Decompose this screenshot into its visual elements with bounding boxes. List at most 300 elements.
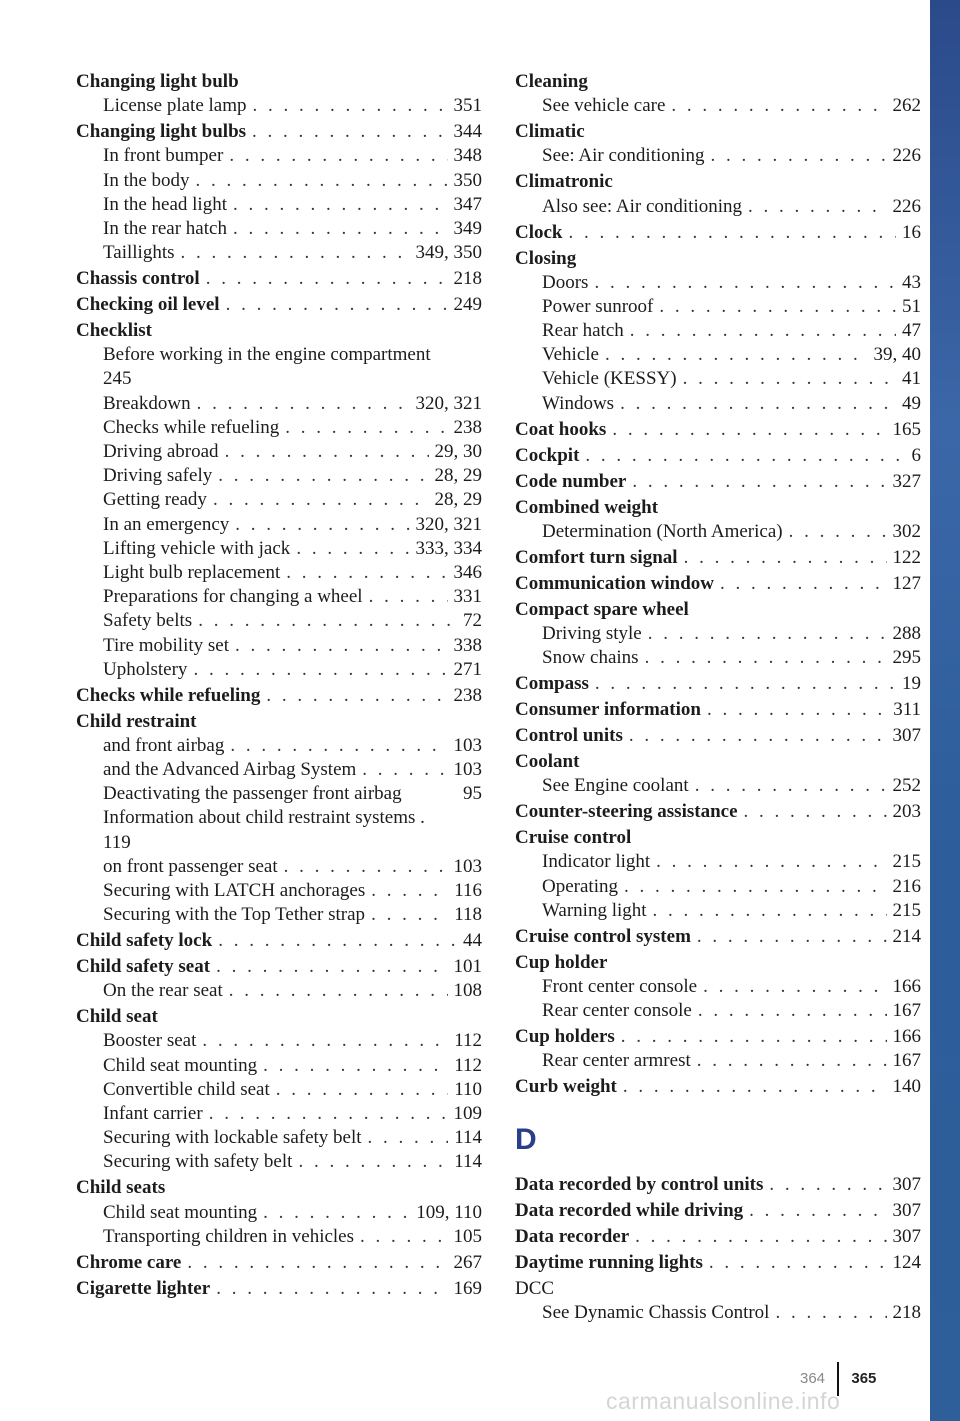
page-reference: 288: [892, 622, 921, 644]
page-reference: 103: [453, 734, 482, 756]
index-heading: [515, 1277, 921, 1301]
page-reference: 214: [892, 925, 921, 947]
leader-dots: [371, 879, 448, 903]
entry-label: Rear center armrest: [542, 1050, 691, 1072]
leader-dots: [193, 658, 447, 682]
page-reference: 127: [892, 572, 921, 594]
index-subentry: [76, 144, 482, 168]
entry-label: Preparations for changing a wheel: [103, 586, 363, 608]
index-subentry: [76, 513, 482, 537]
leader-dots: [235, 634, 448, 658]
entry-label: License plate lamp: [103, 95, 247, 117]
page-reference: 327: [892, 470, 921, 492]
page-reference: 295: [892, 647, 921, 669]
index-heading: [76, 929, 482, 953]
page-reference: 218: [453, 268, 482, 290]
index-heading: [76, 955, 482, 979]
page-reference: 218: [892, 1302, 921, 1324]
index-subentry: [76, 855, 482, 879]
page-reference: 124: [892, 1252, 921, 1274]
entry-label: In an emergency: [103, 513, 230, 535]
page-reference: 28, 29: [434, 489, 482, 511]
index-heading: [515, 1199, 921, 1223]
entry-label: Infant carrier: [103, 1103, 203, 1125]
page-reference: 252: [892, 775, 921, 797]
page-reference: 140: [892, 1076, 921, 1098]
entry-label: Data recorded by control units: [515, 1174, 764, 1196]
entry-label: See vehicle care: [542, 95, 666, 117]
page-reference: 16: [902, 221, 921, 243]
page-reference: 238: [453, 684, 482, 706]
index-subentry: [515, 622, 921, 646]
entry-label: Cup holders: [515, 1026, 615, 1048]
entry-label: Before working in the engine compartment: [103, 344, 431, 366]
entry-label: Indicator light: [542, 851, 651, 873]
page-reference: 110: [454, 1078, 482, 1100]
page-reference: 333, 334: [415, 537, 482, 559]
entry-label: Driving safely: [103, 465, 213, 487]
page-reference: 216: [892, 875, 921, 897]
leader-dots: [711, 144, 887, 168]
page-reference: 6: [911, 444, 921, 466]
entry-label: Cigarette lighter: [76, 1277, 211, 1299]
index-subentry: [76, 831, 482, 855]
page-reference: 167: [892, 1000, 921, 1022]
index-subentry: [515, 899, 921, 923]
leader-dots: [605, 343, 868, 367]
entry-label: Changing light bulb: [76, 71, 239, 92]
entry-label: 119: [103, 831, 131, 853]
entry-label: Securing with lockable safety belt: [103, 1127, 362, 1149]
index-column-right: [515, 70, 921, 1326]
page-reference: 112: [454, 1054, 482, 1076]
entry-label: Windows: [542, 392, 615, 414]
index-heading: [515, 750, 921, 774]
leader-dots: [629, 724, 887, 748]
entry-label: Cruise control: [515, 827, 632, 849]
leader-dots: [707, 698, 887, 722]
page-reference: 167: [892, 1050, 921, 1072]
leader-dots: [653, 899, 887, 923]
entry-label: Driving abroad: [103, 441, 219, 462]
entry-label: Child seat: [76, 1006, 158, 1028]
page-reference: 103: [453, 855, 482, 877]
leader-dots: [720, 572, 887, 596]
leader-dots: [749, 1199, 886, 1223]
leader-dots: [769, 1173, 886, 1197]
page-reference: 307: [892, 1174, 921, 1196]
page-reference: 109: [453, 1103, 482, 1125]
entry-label: on front passenger seat: [103, 855, 278, 877]
leader-dots: [252, 120, 447, 144]
entry-label: Consumer information: [515, 699, 701, 721]
leader-dots: [620, 392, 896, 416]
index-heading: [76, 120, 482, 144]
page-reference: 165: [892, 418, 921, 440]
leader-dots: [266, 684, 447, 708]
leader-dots: [225, 440, 429, 464]
entry-label: and the Advanced Airbag System: [103, 759, 357, 781]
leader-dots: [229, 144, 447, 168]
leader-dots: [216, 1277, 447, 1301]
entry-label: Getting ready: [103, 489, 207, 511]
leader-dots: [624, 875, 887, 899]
leader-dots: [623, 1075, 887, 1099]
index-subentry: [76, 537, 482, 561]
page-reference: 114: [454, 1127, 482, 1149]
entry-label: Control units: [515, 725, 623, 747]
entry-label: Securing with safety belt: [103, 1151, 293, 1173]
entry-label: Child safety lock: [76, 930, 213, 952]
leader-dots: [684, 546, 887, 570]
edge-tab-strip: [930, 0, 960, 1421]
page-reference: 103: [453, 759, 482, 781]
entry-label: Driving style: [542, 622, 642, 644]
entry-label: Clock: [515, 221, 563, 243]
entry-label: Chassis control: [76, 268, 200, 290]
page-reference: 215: [892, 899, 921, 921]
entry-label: Tire mobility set: [103, 634, 229, 656]
leader-dots: [187, 1251, 447, 1275]
index-subentry: [76, 1150, 482, 1174]
entry-label: Vehicle: [542, 344, 599, 366]
index-subentry: [76, 464, 482, 488]
entry-label: Determination (North America): [542, 520, 783, 542]
page-reference: 72: [463, 610, 482, 632]
leader-dots: [230, 734, 447, 758]
page-reference: 203: [892, 801, 921, 823]
leader-dots: [645, 646, 887, 670]
leader-dots: [253, 94, 448, 118]
index-subentry: [76, 367, 482, 391]
page-reference: 39, 40: [873, 344, 921, 366]
page-reference: 105: [453, 1225, 482, 1247]
index-subentry: [515, 343, 921, 367]
section-letter: D: [515, 1123, 537, 1157]
page-reference: 47: [902, 320, 921, 342]
index-heading: [515, 496, 921, 520]
page-reference: 44: [463, 930, 482, 952]
entry-label: See: Air conditioning: [542, 145, 705, 167]
entry-label: Upholstery: [103, 658, 188, 680]
leader-dots: [371, 903, 448, 927]
leader-dots: [198, 609, 457, 633]
page-reference: 114: [454, 1151, 482, 1173]
leader-dots: [209, 1102, 448, 1126]
index-subentry: [515, 646, 921, 670]
index-heading: [76, 1005, 482, 1029]
entry-label: Curb weight: [515, 1076, 617, 1098]
index-subentry: [76, 609, 482, 633]
leader-dots: [235, 513, 409, 537]
leader-dots: [789, 520, 887, 544]
entry-label: Climatic: [515, 121, 585, 143]
entry-label: Securing with the Top Tether strap: [103, 904, 366, 926]
index-heading: [515, 672, 921, 696]
index-heading: [76, 1277, 482, 1301]
entry-label: In front bumper: [103, 145, 224, 167]
page-reference: 169: [453, 1277, 482, 1299]
entry-label: Warning light: [542, 899, 647, 921]
leader-dots: [218, 464, 428, 488]
index-subentry: [76, 241, 482, 265]
leader-dots: [744, 800, 887, 824]
index-heading: [76, 710, 482, 734]
index-subentry: [76, 658, 482, 682]
leader-dots: [226, 293, 448, 317]
index-subentry: [76, 879, 482, 903]
page-reference: 348: [453, 145, 482, 167]
entry-label: Cup holder: [515, 951, 608, 973]
index-heading: [515, 221, 921, 245]
page-reference: 271: [453, 658, 482, 680]
page-reference: 95: [463, 783, 482, 805]
leader-dots: [368, 1126, 449, 1150]
index-subentry: [76, 169, 482, 193]
entry-label: 245: [103, 368, 132, 390]
index-subentry: [76, 1225, 482, 1249]
leader-dots: [697, 1049, 887, 1073]
entry-label: Checks while refueling: [76, 684, 261, 706]
entry-label: Data recorded while driving: [515, 1200, 744, 1222]
index-subentry: [515, 520, 921, 544]
page-reference: 215: [892, 851, 921, 873]
page-reference: 19: [902, 673, 921, 695]
index-heading: [515, 951, 921, 975]
index-heading: [515, 247, 921, 271]
page-reference: 118: [454, 904, 482, 926]
leader-dots: [656, 850, 886, 874]
page-reference: 349, 350: [415, 242, 482, 264]
index-subentry: [515, 875, 921, 899]
page-reference: 226: [892, 195, 921, 217]
leader-dots: [202, 1029, 448, 1053]
entry-label: Deactivating the passenger front airbag: [103, 783, 402, 805]
index-heading: [515, 598, 921, 622]
page-reference: 338: [453, 634, 482, 656]
index-heading: [515, 70, 921, 94]
index-heading: [515, 120, 921, 144]
page-reference: 267: [453, 1251, 482, 1273]
page-reference: 262: [892, 95, 921, 117]
index-heading: [515, 1173, 921, 1197]
index-subentry: [76, 94, 482, 118]
leader-dots: [585, 444, 905, 468]
entry-label: Checking oil level: [76, 294, 220, 316]
leader-dots: [263, 1054, 448, 1078]
leader-dots: [286, 561, 447, 585]
index-subentry: [76, 634, 482, 658]
index-subentry: [515, 295, 921, 319]
entry-label: Compact spare wheel: [515, 598, 689, 620]
entry-label: Cruise control system: [515, 925, 691, 947]
leader-dots: [181, 241, 410, 265]
entry-label: Chrome care: [76, 1251, 182, 1273]
page-reference: 51: [902, 295, 921, 317]
index-subentry: [76, 416, 482, 440]
entry-label: Changing light bulbs: [76, 121, 247, 143]
leader-dots: [635, 1225, 886, 1249]
leader-dots: [233, 193, 448, 217]
leader-dots: [285, 416, 447, 440]
leader-dots: [698, 999, 887, 1023]
entry-label: On the rear seat: [103, 980, 223, 1002]
entry-label: Child safety seat: [76, 956, 211, 978]
leader-dots: [284, 855, 448, 879]
index-subentry: [515, 850, 921, 874]
page-reference: 311: [893, 699, 921, 721]
page-reference: 166: [892, 975, 921, 997]
entry-label: Front center console: [542, 975, 698, 997]
page-reference: 344: [453, 121, 482, 143]
leader-dots: [263, 1201, 410, 1225]
index-heading: [515, 418, 921, 442]
entry-label: Child seat mounting: [103, 1054, 258, 1076]
leader-dots: [630, 319, 896, 343]
page-reference: 101: [453, 956, 482, 978]
leader-dots: [648, 622, 887, 646]
entry-label: Climatronic: [515, 171, 613, 193]
page-reference: 307: [892, 725, 921, 747]
leader-dots: [695, 774, 887, 798]
entry-label: Counter-steering assistance: [515, 801, 738, 823]
entry-label: Cockpit: [515, 444, 580, 466]
index-subentry: [515, 1301, 921, 1325]
leader-dots: [612, 418, 886, 442]
entry-label: In the head light: [103, 193, 227, 215]
page-reference: 226: [892, 145, 921, 167]
index-heading: [515, 826, 921, 850]
index-heading: [76, 70, 482, 94]
index-subentry: [515, 195, 921, 219]
leader-dots: [659, 295, 896, 319]
leader-dots: [196, 169, 448, 193]
index-subentry: [515, 774, 921, 798]
index-heading: [515, 170, 921, 194]
leader-dots: [632, 470, 886, 494]
index-subentry: [76, 806, 482, 830]
entry-label: Safety belts: [103, 610, 193, 632]
entry-label: See Dynamic Chassis Control: [542, 1302, 770, 1324]
leader-dots: [369, 585, 448, 609]
leader-dots: [621, 1025, 887, 1049]
index-subentry: [515, 999, 921, 1023]
leader-dots: [197, 392, 410, 416]
index-heading: [76, 1251, 482, 1275]
leader-dots: [709, 1251, 887, 1275]
index-subentry: [76, 440, 482, 464]
page-reference: 238: [453, 416, 482, 438]
leader-dots: [775, 1301, 886, 1325]
leader-dots: [697, 925, 887, 949]
index-subentry: [76, 561, 482, 585]
entry-label: Coolant: [515, 751, 580, 773]
page-reference: 112: [454, 1030, 482, 1052]
index-heading: [515, 572, 921, 596]
leader-dots: [595, 672, 896, 696]
page-reference: 320, 321: [415, 513, 482, 535]
index-subentry: [76, 782, 482, 806]
index-heading: [515, 698, 921, 722]
index-subentry: [515, 94, 921, 118]
page-reference: 108: [453, 980, 482, 1002]
entry-label: Vehicle (KESSY): [542, 368, 677, 390]
index-subentry: [515, 975, 921, 999]
index-heading: [76, 684, 482, 708]
entry-label: Daytime running lights: [515, 1252, 703, 1274]
index-heading: [515, 724, 921, 748]
index-heading: [515, 925, 921, 949]
index-heading: [76, 319, 482, 343]
entry-label: Compass: [515, 673, 589, 695]
page-reference: 347: [453, 193, 482, 215]
entry-label: and front airbag: [103, 734, 225, 756]
index-heading: [515, 1075, 921, 1099]
leader-dots: [216, 955, 447, 979]
index-heading: [76, 293, 482, 317]
entry-label: Cleaning: [515, 71, 588, 92]
entry-label: Checks while refueling: [103, 416, 280, 438]
page-reference: 122: [892, 546, 921, 568]
index-column-left: [76, 70, 482, 1301]
index-subentry: [76, 1102, 482, 1126]
leader-dots: [360, 1225, 447, 1249]
index-subentry: [76, 1078, 482, 1102]
entry-label: Securing with LATCH anchorages: [103, 879, 366, 901]
entry-label: Power sunroof: [542, 295, 654, 317]
leader-dots: [276, 1078, 448, 1102]
index-heading: [76, 267, 482, 291]
page-reference: 249: [453, 294, 482, 316]
page-reference: 116: [454, 879, 482, 901]
entry-label: Checklist: [76, 320, 152, 342]
index-subentry: [515, 367, 921, 391]
page-reference: 307: [892, 1226, 921, 1248]
entry-label: Breakdown: [103, 392, 191, 414]
entry-label: Rear hatch: [542, 320, 624, 342]
index-heading: [515, 1025, 921, 1049]
watermark: carmanualsonline.info: [606, 1388, 841, 1414]
leader-dots: [229, 979, 448, 1003]
entry-label: In the body: [103, 169, 190, 191]
index-subentry: [76, 343, 482, 367]
index-subentry: [515, 319, 921, 343]
leader-dots: [213, 488, 429, 512]
index-heading: [515, 800, 921, 824]
leader-dots: [569, 221, 897, 245]
page-reference: 29, 30: [434, 441, 482, 462]
entry-label: Child seat mounting: [103, 1201, 258, 1223]
index-subentry: [76, 758, 482, 782]
leader-dots: [748, 195, 886, 219]
index-subentry: [515, 144, 921, 168]
page-reference: 109, 110: [416, 1201, 482, 1223]
index-subentry: [76, 1029, 482, 1053]
entry-label: Communication window: [515, 572, 714, 594]
entry-label: Snow chains: [542, 647, 639, 669]
entry-label: Coat hooks: [515, 418, 607, 440]
entry-label: Convertible child seat: [103, 1078, 270, 1100]
entry-label: Taillights: [103, 242, 175, 264]
index-heading: [515, 444, 921, 468]
index-subentry: [76, 217, 482, 241]
leader-dots: [671, 94, 886, 118]
page-reference: 28, 29: [434, 465, 482, 487]
entry-label: Data recorder: [515, 1226, 630, 1248]
index-subentry: [76, 488, 482, 512]
page-reference: 349: [453, 217, 482, 239]
entry-label: In the rear hatch: [103, 217, 227, 239]
